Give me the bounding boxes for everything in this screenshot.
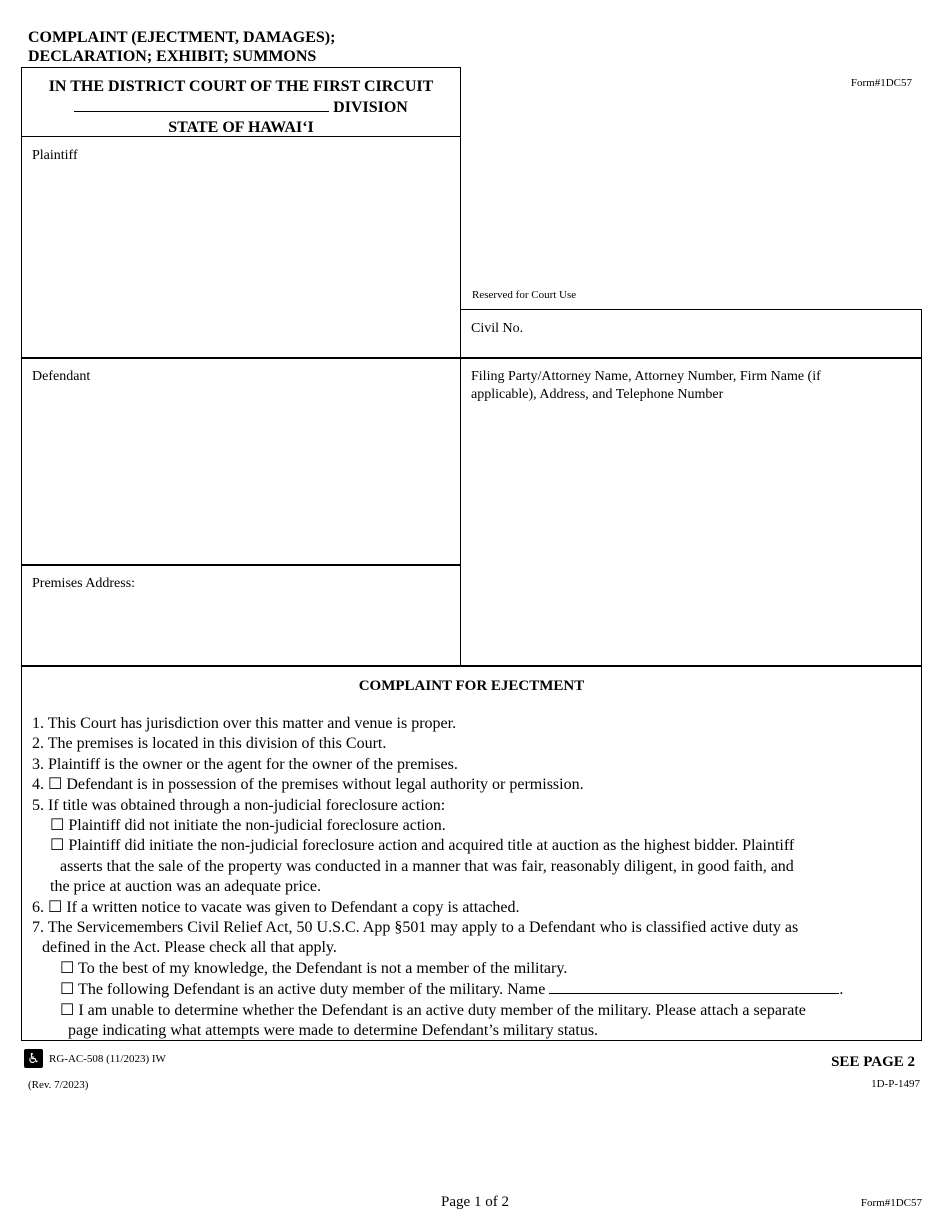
military-name-input[interactable] (549, 979, 839, 994)
plaintiff-field[interactable] (21, 136, 461, 359)
reserved-court-use-label: Reserved for Court Use (472, 289, 577, 301)
premises-address-label: Premises Address: (32, 576, 136, 591)
complaint-item-1: 1. This Court has jurisdiction over this matter and venue is proper. (32, 715, 457, 732)
court-caption (21, 67, 461, 137)
complaint-item-2: 2. The premises is located in this division of this Court. (32, 735, 387, 753)
complaint-item-7c-cont: page indicating what attempts were made to determine Defendant’s military status. (68, 1022, 599, 1040)
revision-date: (Rev. 7/2023) (28, 1079, 89, 1091)
form-code: RG-AC-508 (11/2023) IW (49, 1052, 166, 1065)
complaint-item-7c-checkbox[interactable]: ☐ I am unable to determine whether the Defendant is an active duty member of the military. Please attach a separate (60, 1001, 806, 1019)
complaint-item-6-checkbox[interactable]: 6. ☐ If a written notice to vacate was given to Defendant a copy is attached. (32, 898, 520, 916)
page-number: Page 1 of 2 (441, 1194, 509, 1210)
complaint-item-5: 5. If title was obtained through a non-judicial foreclosure action: (32, 796, 446, 814)
complaint-item-5b-cont: asserts that the sale of the property was conducted in a manner that was fair, reasonably diligent, in good faith, and (60, 857, 794, 875)
complaint-items (32, 714, 901, 1042)
complaint-section (21, 665, 922, 1041)
defendant-label: Defendant (32, 369, 91, 384)
wheelchair-icon: ♿ (24, 1049, 43, 1068)
division-blank-line[interactable] (74, 97, 329, 112)
court-division: DIVISION (22, 97, 460, 118)
plaintiff-label: Plaintiff (32, 148, 78, 163)
complaint-heading: COMPLAINT FOR EJECTMENT (358, 678, 585, 694)
footer-code-block (24, 1049, 166, 1068)
complaint-item-3: 3. Plaintiff is the owner or the agent for the owner of the premises. (32, 755, 458, 773)
form-code-right: 1D-P-1497 (871, 1078, 920, 1090)
civil-number-label: Civil No. (471, 321, 524, 336)
court-name: IN THE DISTRICT COURT OF THE FIRST CIRCUIT (48, 78, 434, 95)
document-title-line1: COMPLAINT (EJECTMENT, DAMAGES); (28, 29, 336, 46)
complaint-item-7-cont: defined in the Act. Please check all that apply. (42, 939, 337, 957)
court-state: STATE OF HAWAIʻI (168, 119, 314, 136)
complaint-item-5b-checkbox[interactable]: ☐ Plaintiff did initiate the non-judicial foreclosure action and acquired title at auction as the highest bidder. Plaintiff (50, 837, 795, 855)
complaint-item-5a-checkbox[interactable]: ☐ Plaintiff did not initiate the non-judicial foreclosure action. (50, 817, 446, 835)
document-title-line2: DECLARATION; EXHIBIT; SUMMONS (28, 48, 317, 65)
complaint-item-7b-checkbox[interactable]: ☐ The following Defendant is an active duty member of the military. Name . (60, 981, 844, 999)
complaint-item-5b-cont2: the price at auction was an adequate price. (50, 878, 321, 896)
civil-number-field[interactable] (460, 309, 922, 359)
complaint-item-7a-checkbox[interactable]: ☐ To the best of my knowledge, the Defendant is not a member of the military. (60, 959, 568, 977)
premises-address-field[interactable] (21, 564, 461, 667)
document-title (28, 28, 335, 66)
filing-party-field[interactable] (460, 357, 922, 667)
form-id-top: Form#1DC57 (850, 77, 912, 89)
complaint-item-4-checkbox[interactable]: 4. ☐ Defendant is in possession of the premises without legal authority or permission. (32, 776, 584, 794)
complaint-item-7: 7. The Servicemembers Civil Relief Act, 50 U.S.C. App §501 may apply to a Defendant who is classified active duty as (32, 919, 799, 937)
see-page-2: SEE PAGE 2 (831, 1054, 915, 1070)
form-id-bottom: Form#1DC57 (860, 1197, 922, 1209)
filing-party-label: Filing Party/Attorney Name, Attorney Number, Firm Name (if applicable), Address, and Telephone Number (471, 369, 821, 402)
defendant-field[interactable] (21, 357, 461, 566)
